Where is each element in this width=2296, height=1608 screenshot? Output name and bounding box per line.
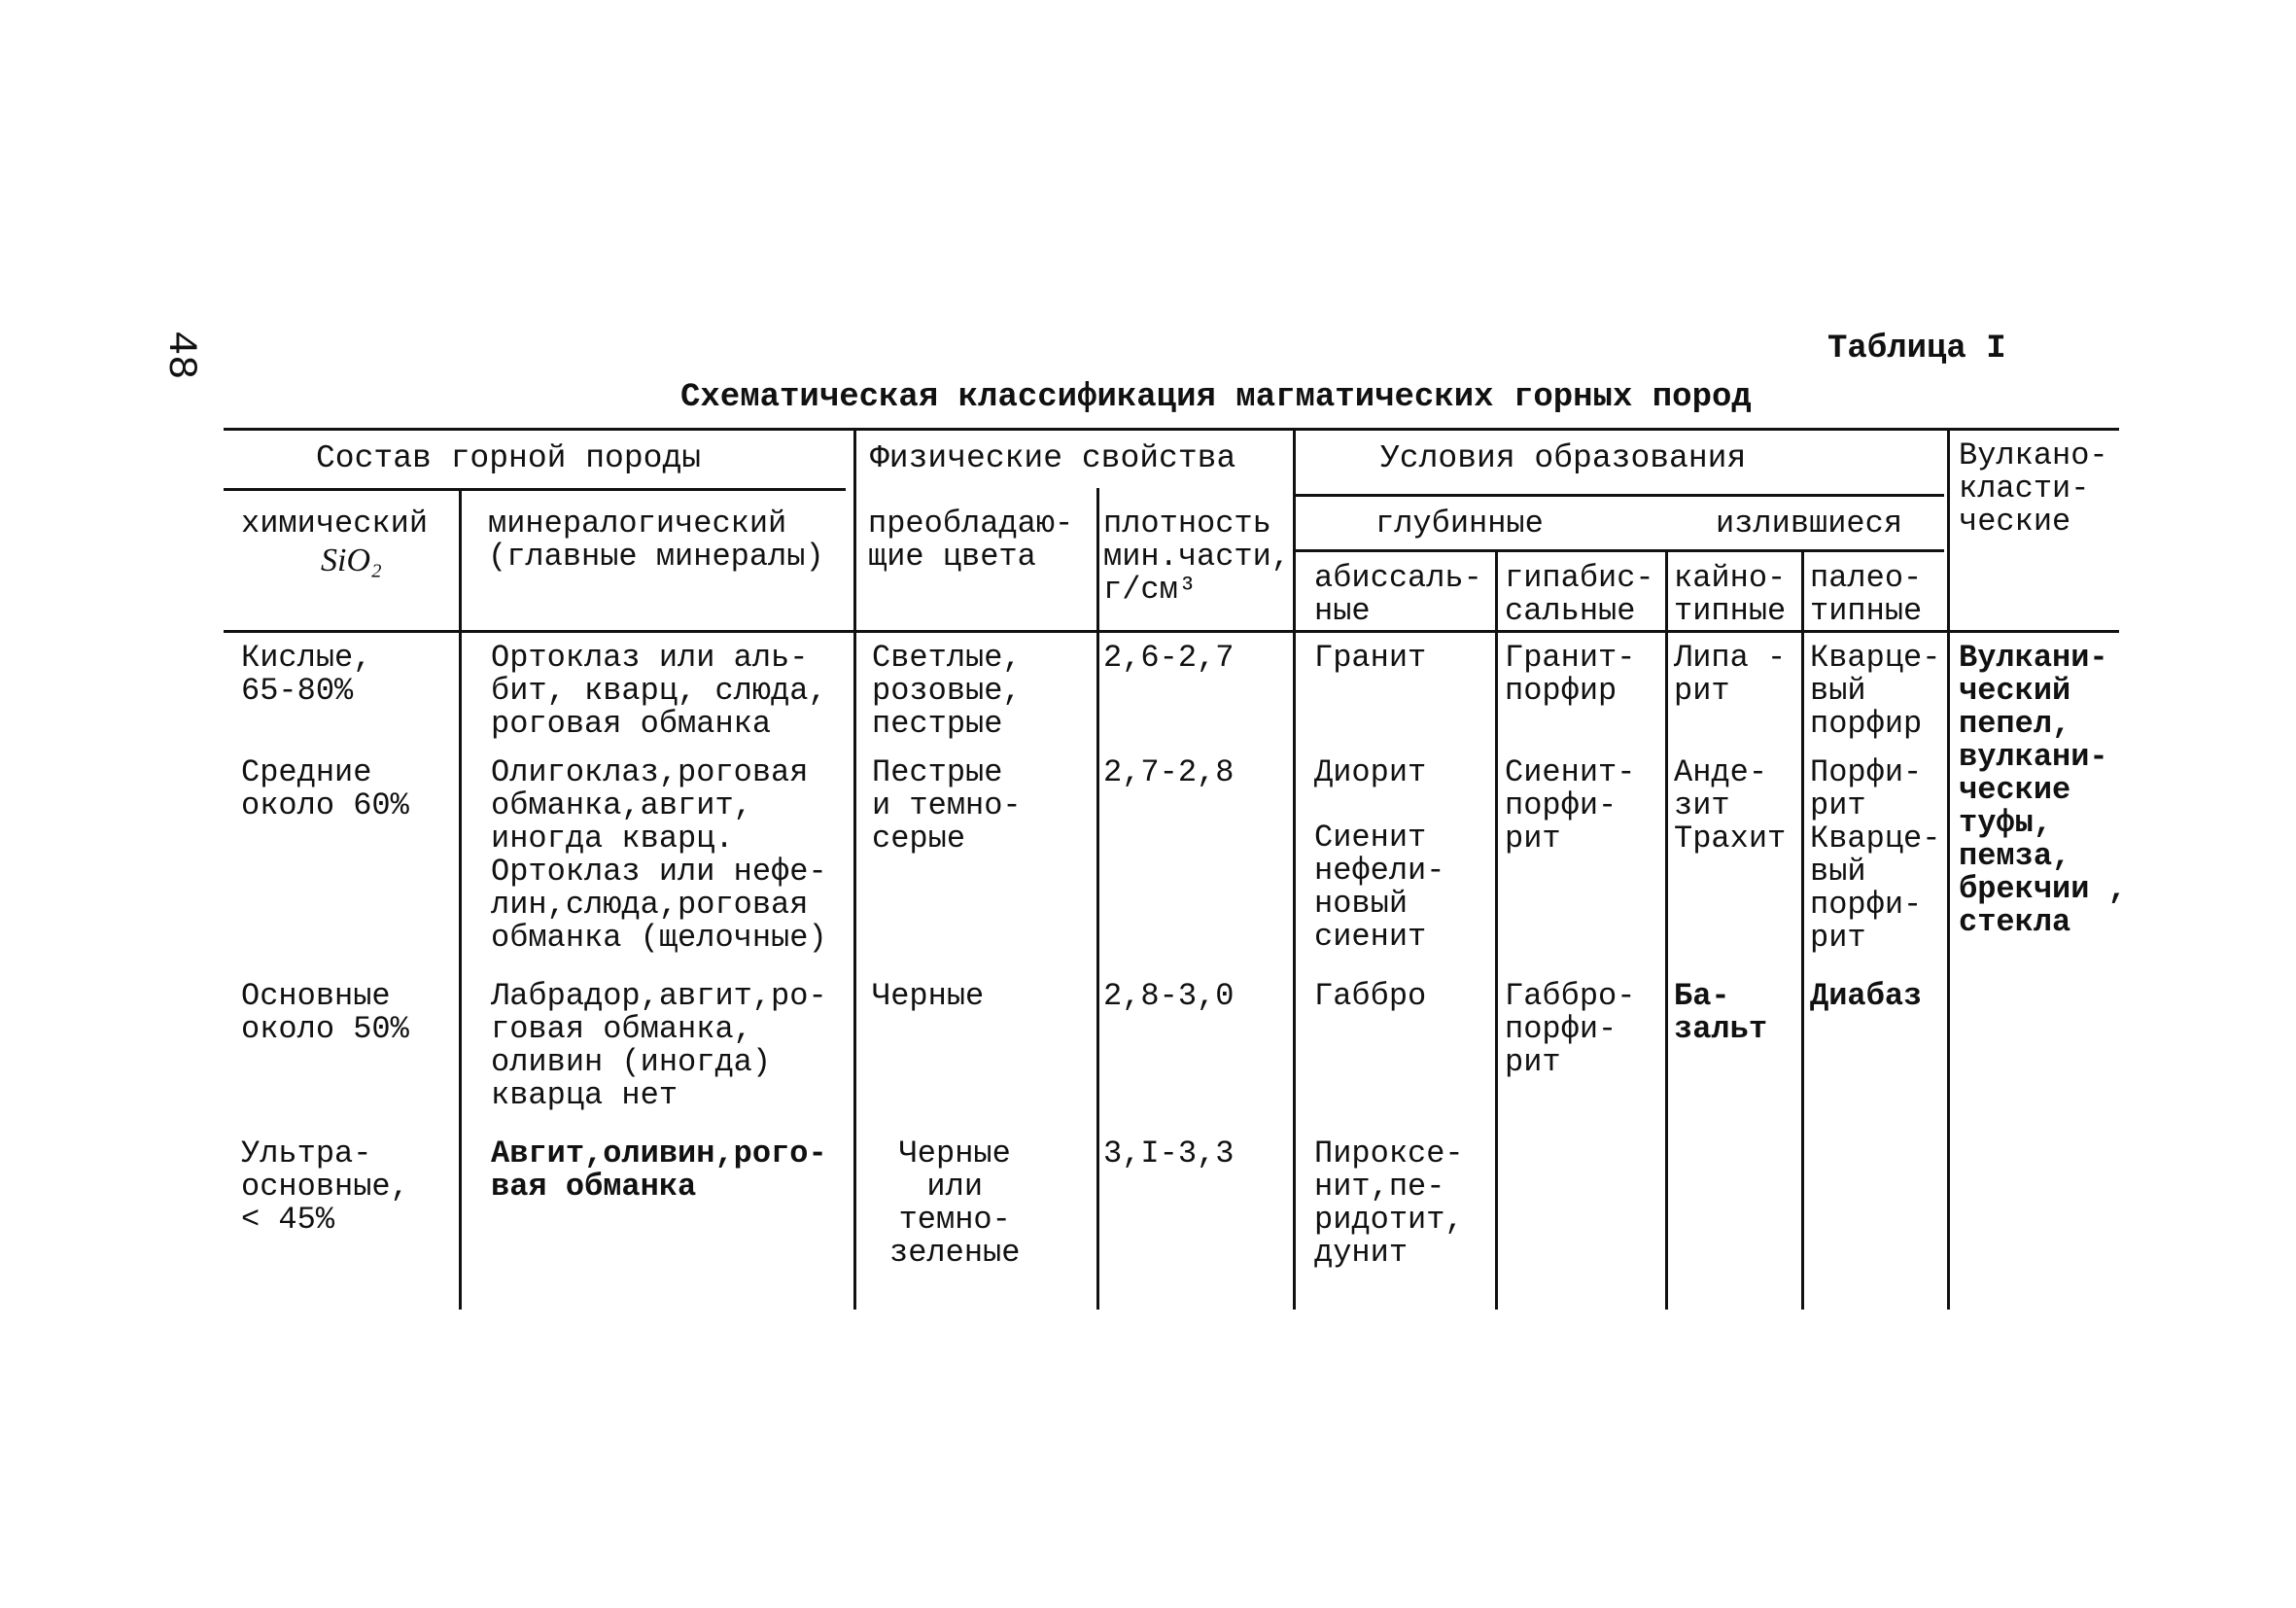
col-divider (1801, 549, 1804, 1310)
row1-abyssal: Гранит (1314, 640, 1427, 676)
row3-colors: Черные (872, 978, 985, 1014)
row4-mineral: Авгит,оливин,рого- вая обманка (491, 1136, 827, 1205)
col-divider (1665, 549, 1668, 1310)
row2-paleotype: Порфи- рит Кварце- вый порфи- рит (1810, 754, 1941, 956)
formation-subheader-rule (1293, 494, 1944, 497)
row2-abyssal: Диорит (1314, 754, 1427, 790)
col-divider (853, 428, 856, 1310)
header-volcanoclastic: Вулкано- класти- ческие (1959, 437, 2108, 540)
header-mineralogical: минералогический (главные минералы) (488, 506, 824, 575)
row1-colors: Светлые, розовые, пестрые (872, 640, 1022, 742)
header-cenotype: кайно- типные (1674, 560, 1787, 629)
header-deep: глубинные (1375, 506, 1544, 542)
row3-hypabyssal: Габбро- порфи- рит (1505, 978, 1636, 1080)
formation-subsub-rule (1293, 549, 1944, 552)
row2-hypabyssal: Сиенит- порфи- рит (1505, 754, 1636, 856)
header-chemical: химический (241, 506, 429, 542)
row3-cenotype: Ба- зальт (1674, 978, 1768, 1047)
header-paleotype: палео- типные (1810, 560, 1923, 629)
row3-density: 2,8-3,0 (1103, 978, 1235, 1014)
row1-hypabyssal: Гранит- порфир (1505, 640, 1636, 709)
volcanoclastic-body: Вулкани- ческий пепел, вулкани- ческие туфы, пемза, брекчии , стекла (1959, 640, 2127, 940)
header-colors: преобладаю- щие цвета (868, 506, 1074, 575)
header-effusive: излившиеся (1716, 506, 1903, 542)
row3-abyssal: Габбро (1314, 978, 1427, 1014)
row4-density: 3,I-3,3 (1103, 1136, 1235, 1171)
row1-cenotype: Липа - рит (1674, 640, 1787, 709)
col-divider (459, 488, 462, 1310)
header-physical: Физические свойства (870, 440, 1236, 476)
row4-colors: Черные или темно- зеленые (889, 1136, 1021, 1271)
col-divider (1495, 549, 1498, 1310)
table-top-rule (224, 428, 2119, 431)
row1-paleotype: Кварце- вый порфир (1810, 640, 1941, 742)
header-composition: Состав горной породы (316, 440, 702, 476)
header-bottom-rule (224, 630, 2119, 633)
row2-colors: Пестрые и темно- серые (872, 754, 1022, 856)
row4-chemical: Ультра- основные, < 45% (241, 1136, 409, 1238)
row1-mineral: Ортоклаз или аль- бит, кварц, слюда, роговая обманка (491, 640, 827, 742)
col-divider (1947, 428, 1950, 1310)
header-chemical-sio2: SiO₂ (321, 542, 382, 578)
col-divider (1096, 488, 1099, 1310)
row2-mineral: Олигоклаз,роговая обманка,авгит, иногда кварц. Ортоклаз или нефе- лин,слюда,роговая обманка (щелочные) (491, 754, 827, 956)
row2-abyssal-extra: Сиенит нефели- новый сиенит (1314, 820, 1445, 955)
row3-mineral: Лабрадор,авгит,ро- говая обманка, оливин (иногда) кварца нет (491, 978, 827, 1113)
row1-chemical: Кислые, 65-80% (241, 640, 372, 709)
row4-abyssal: Пироксе- нит,пе- ридотит, дунит (1314, 1136, 1464, 1271)
row1-density: 2,6-2,7 (1103, 640, 1235, 676)
table-title: Схематическая классификация магматических горных пород (680, 379, 1752, 416)
row2-chemical: Средние около 60% (241, 754, 409, 823)
row3-paleotype: Диабаз (1810, 978, 1923, 1014)
row3-chemical: Основные около 50% (241, 978, 409, 1047)
header-abyssal: абиссаль- ные (1314, 560, 1482, 629)
composition-subheader-rule (224, 488, 846, 491)
header-formation: Условия образования (1380, 440, 1747, 476)
header-hypabyssal: гипабис- сальные (1505, 560, 1654, 629)
header-density: плотность мин.части, г/см³ (1103, 506, 1291, 608)
row2-cenotype: Анде- зит Трахит (1674, 754, 1787, 856)
row2-density: 2,7-2,8 (1103, 754, 1235, 790)
page-number: 48 (157, 331, 204, 380)
table-label: Таблица I (1827, 331, 2006, 367)
col-divider (1293, 428, 1296, 1310)
